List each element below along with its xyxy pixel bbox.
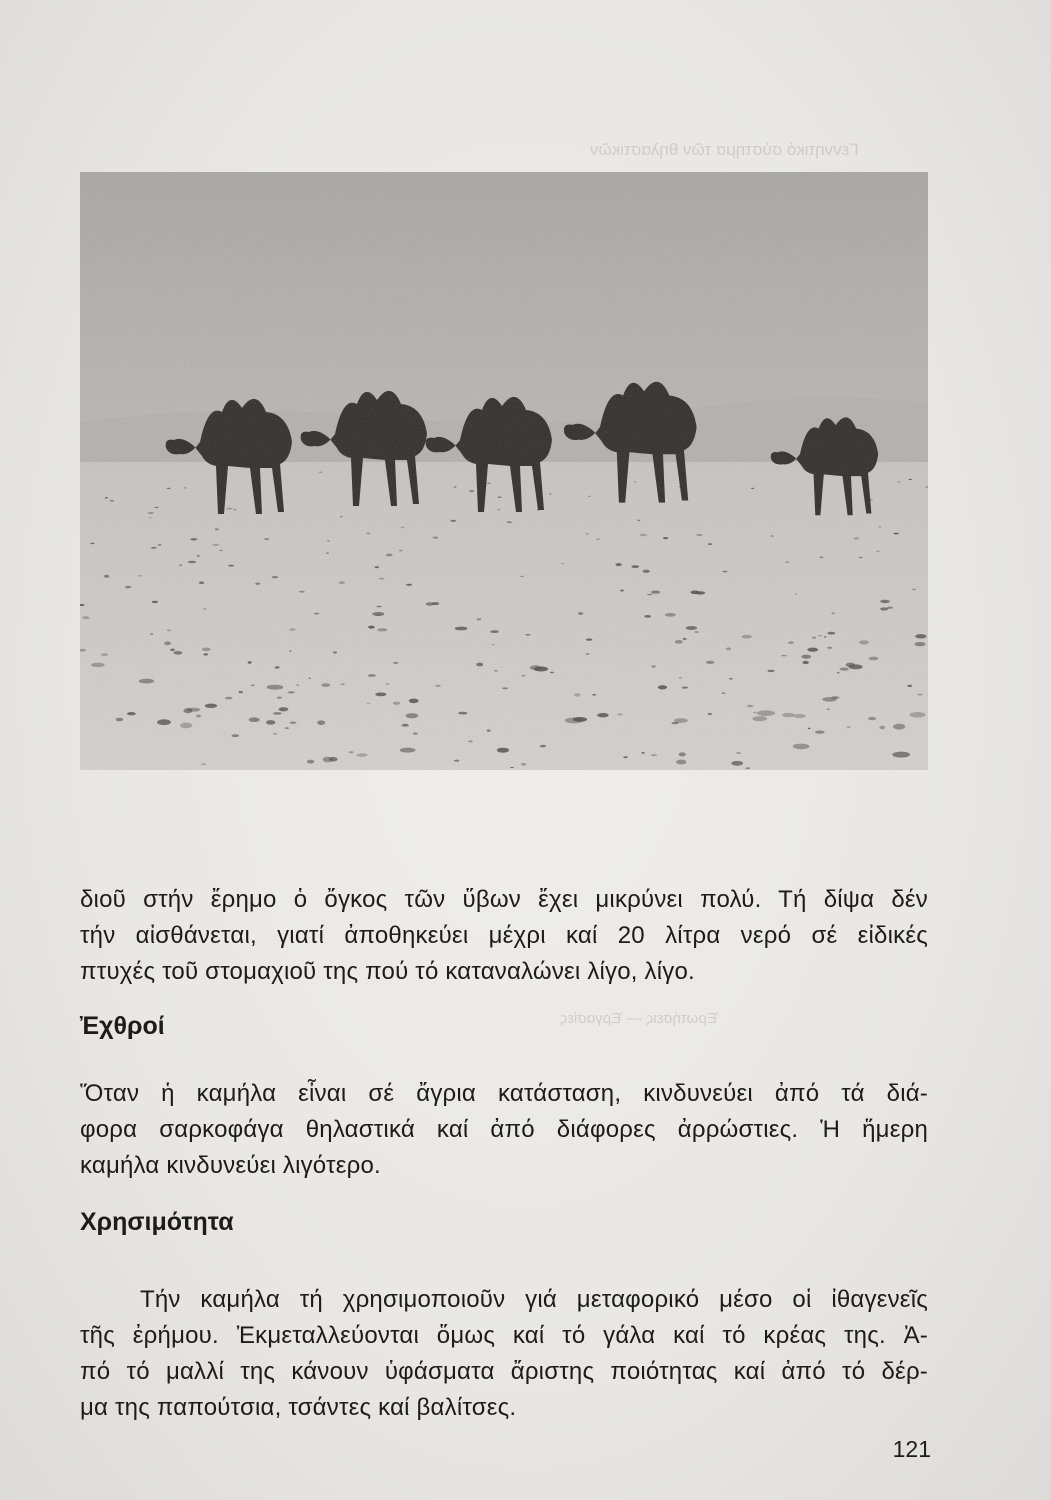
section-heading-enemies: Ἐχθροί — [80, 1012, 165, 1040]
show-through-text: Ἐρωτήσεις — Ἐργασίες — [560, 1010, 719, 1027]
text-line: Τήν καμήλα τή χρησιμοποιοῦν γιά μεταφορικό μέσο οἱ ἰθαγενεῖς — [140, 1286, 928, 1313]
text-line: διοῦ στήν ἔρημο ὁ ὄγκος τῶν ὕβων ἔχει μικρύνει πολύ. Τή δίψα δέν — [80, 886, 928, 913]
show-through-text: Γεννητικό σύστημα τῶν θηλαστικῶν — [590, 140, 859, 159]
section-heading-usefulness: Χρησιμότητα — [80, 1208, 234, 1236]
paragraph-body-3 — [80, 1282, 928, 1426]
text-line: πτυχές τοῦ στομαχιοῦ της πού τό καταναλώνει λίγο, λίγο. — [80, 958, 695, 985]
paragraph-body-2 — [80, 1076, 928, 1184]
text-line: Ὅταν ἡ καμήλα εἶναι σέ ἄγρια κατάσταση, κινδυνεύει ἀπό τά διά- — [80, 1080, 928, 1107]
text-line: πό τό μαλλί της κάνουν ὑφάσματα ἄριστης ποιότητας καί ἀπό τό δέρ- — [80, 1358, 928, 1385]
camel-caravan-photo — [80, 172, 928, 770]
text-line: τῆς ἐρήμου. Ἐκμεταλλεύονται ὅμως καί τό γάλα καί τό κρέας της. Ἀ- — [80, 1322, 928, 1349]
page-number: 121 — [892, 1436, 931, 1462]
paragraph-body-1 — [80, 882, 928, 990]
text-line: τήν αἰσθάνεται, γιατί ἀποθηκεύει μέχρι καί 20 λίτρα νερό σέ εἰδικές — [80, 922, 928, 949]
text-line: φορα σαρκοφάγα θηλαστικά καί ἀπό διάφορες ἀρρώστιες. Ἡ ἥμερη — [80, 1116, 928, 1143]
text-line: καμήλα κινδυνεύει λιγότερο. — [80, 1152, 381, 1179]
text-line: μα της παπούτσια, τσάντες καί βαλίτσες. — [80, 1394, 517, 1421]
